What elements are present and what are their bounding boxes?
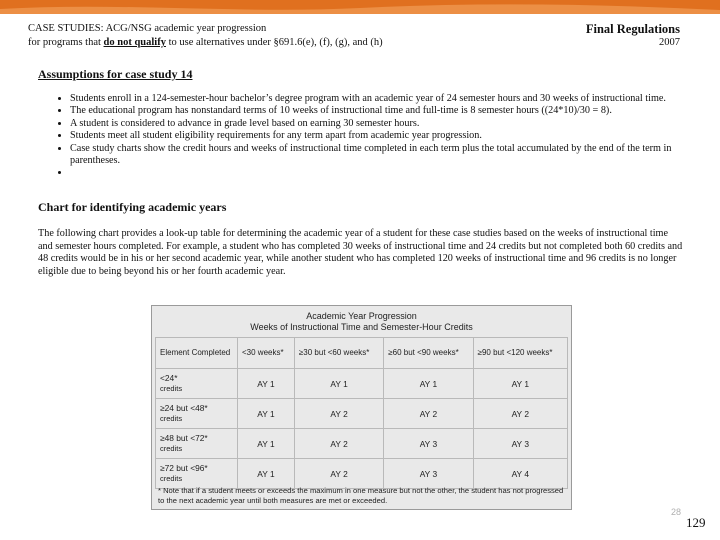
header-left xyxy=(28,22,383,50)
header-case-studies: CASE STUDIES: ACG/NSG academic year progression xyxy=(28,23,267,34)
table-cell: AY 2 xyxy=(473,399,567,429)
column-header: ≥30 but <60 weeks* xyxy=(294,338,383,369)
table-cell: AY 1 xyxy=(238,399,295,429)
row-label-sub: credits xyxy=(160,473,183,483)
assumption-item: • Students meet all student eligibility requirements for any term apart from academic year progression. xyxy=(70,130,690,142)
table-cell: AY 4 xyxy=(473,459,567,489)
slide-number: 28 xyxy=(671,507,682,517)
table-cell: AY 3 xyxy=(384,459,473,489)
assumptions-list xyxy=(54,93,690,180)
row-label xyxy=(156,459,238,489)
table-row xyxy=(156,369,568,399)
table-cell: AY 1 xyxy=(384,369,473,399)
table-cell: AY 1 xyxy=(238,369,295,399)
row-label-main: ≥72 but <96* xyxy=(160,463,208,473)
row-label xyxy=(156,399,238,429)
column-header: ≥60 but <90 weeks* xyxy=(384,338,473,369)
table-cell: AY 1 xyxy=(238,429,295,459)
table-cell: AY 2 xyxy=(294,429,383,459)
table-footnote: * Note that if a student meets or exceeds the maximum in one measure but not the other, the student has not progressed to the next academic year until both measures are met or exceeded. xyxy=(158,486,564,505)
header-do-not-qualify: do not qualify xyxy=(103,37,166,48)
row-label-sub: credits xyxy=(160,413,183,423)
table-cell: AY 2 xyxy=(294,399,383,429)
table-title-line1: Academic Year Progression xyxy=(306,311,417,321)
table-cell: AY 3 xyxy=(473,429,567,459)
row-label-main: ≥24 but <48* xyxy=(160,403,208,413)
table-cell: AY 2 xyxy=(294,459,383,489)
row-label xyxy=(156,369,238,399)
row-label-sub: credits xyxy=(160,383,183,393)
table-cell: AY 1 xyxy=(473,369,567,399)
table-row xyxy=(156,429,568,459)
chart-section-title: Chart for identifying academic years xyxy=(38,200,227,214)
table-row xyxy=(156,399,568,429)
progression-grid xyxy=(155,337,568,489)
row-label-sub: credits xyxy=(160,443,183,453)
decorative-wave xyxy=(0,0,720,14)
table-title xyxy=(152,311,571,333)
header-programs-pre: for programs that xyxy=(28,37,104,48)
assumption-item: • Case study charts show the credit hours and weeks of instructional time completed in each term plus the total accumulated by the end of the term in parentheses. xyxy=(70,143,690,168)
column-header: ≥90 but <120 weeks* xyxy=(473,338,567,369)
row-label-main: ≥48 but <72* xyxy=(160,433,208,443)
header-final-regulations: Final Regulations xyxy=(585,22,680,36)
academic-year-table xyxy=(151,305,572,510)
table-header-row xyxy=(156,338,568,369)
table-cell: AY 1 xyxy=(238,459,295,489)
header-programs-post: to use alternatives under §691.6(e), (f), (g), and (h) xyxy=(165,37,383,48)
assumption-item-empty xyxy=(70,167,690,179)
corner-cell: Element Completed xyxy=(156,338,238,369)
table-cell: AY 1 xyxy=(294,369,383,399)
assumptions-title: Assumptions for case study 14 xyxy=(38,67,193,81)
assumption-item: • The educational program has nonstandard terms of 10 weeks of instructional time and full-time is 8 semester hours ((24*10)/30 = 8). xyxy=(70,105,690,117)
table-title-line2: Weeks of Instructional Time and Semester-Hour Credits xyxy=(250,322,473,332)
table-cell: AY 3 xyxy=(384,429,473,459)
header-year: 2007 xyxy=(659,37,680,48)
table-row xyxy=(156,459,568,489)
row-label xyxy=(156,429,238,459)
row-label-main: <24* xyxy=(160,373,178,383)
chart-section-paragraph: The following chart provides a look-up table for determining the academic year of a student for these case studies based on the weeks of instructional time and semester hours completed. For example, a student who has completed 30 weeks of instructional time and 24 credits but not completed both 60 credits and 48 credits would be in his or her second academic year, while another student who has completed 120 weeks of instructional time and 96 credits is no longer eligible due to being beyond his or her fourth academic year. xyxy=(38,228,683,277)
assumption-item: • Students enroll in a 124-semester-hour bachelor’s degree program with an academic year of 24 semester hours and 30 weeks of instructional time. xyxy=(70,93,690,105)
page-number: 129 xyxy=(686,515,706,530)
header-right xyxy=(586,22,680,50)
top-accent-bar xyxy=(0,0,720,14)
table-cell: AY 2 xyxy=(384,399,473,429)
column-header: <30 weeks* xyxy=(238,338,295,369)
assumption-item: • A student is considered to advance in grade level based on earning 30 semester hours. xyxy=(70,118,690,130)
header-programs-line xyxy=(28,36,383,50)
